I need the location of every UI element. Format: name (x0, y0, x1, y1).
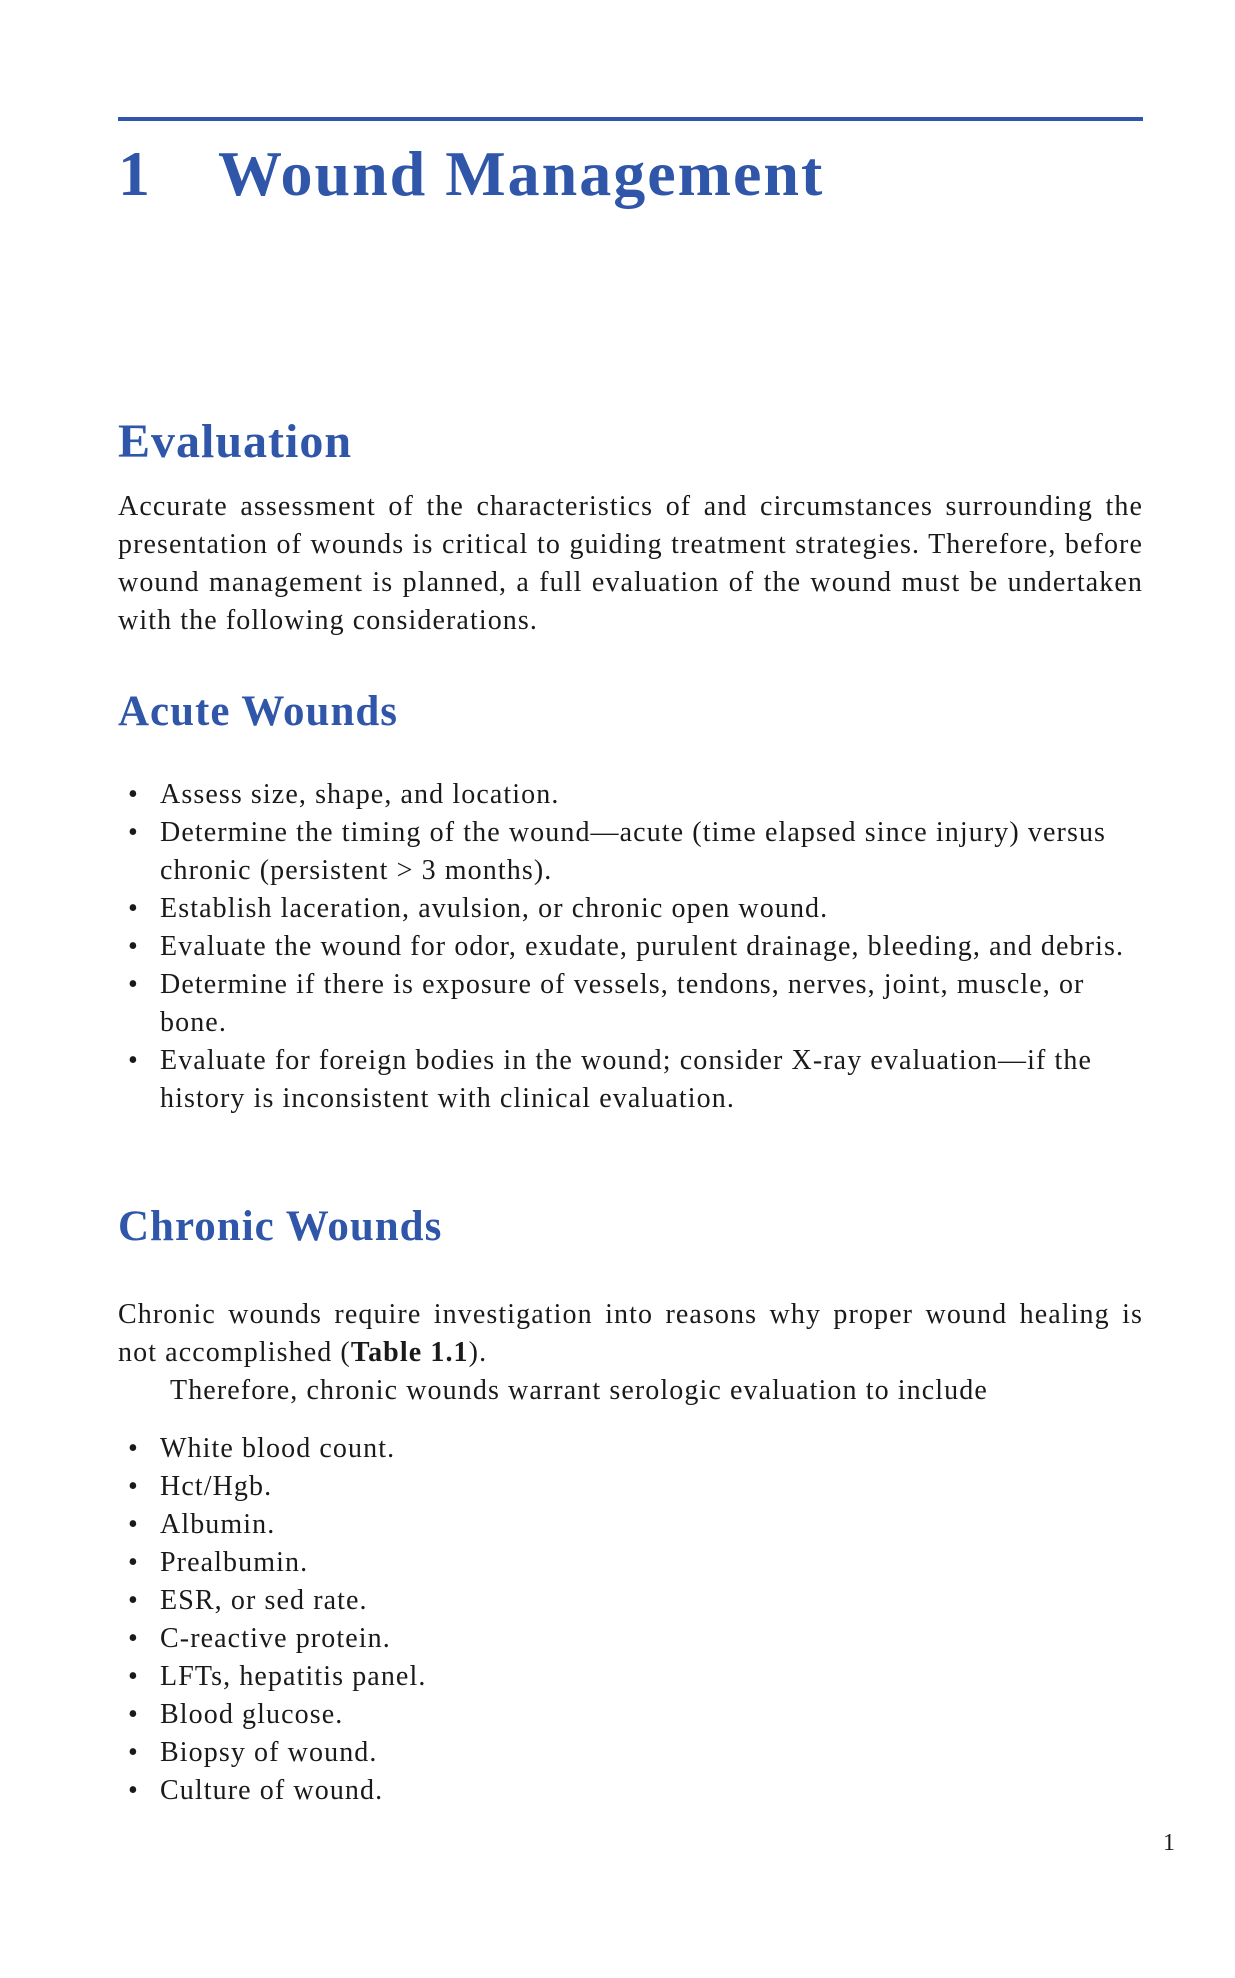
acute-wounds-list (118, 776, 1143, 1118)
list-item: • Evaluate the wound for odor, exudate, purulent drainage, bleeding, and debris. (118, 928, 1143, 966)
list-item: • ESR, or sed rate. (118, 1582, 1143, 1620)
page-number: 1 (1163, 1830, 1175, 1856)
chapter-number: 1 (118, 138, 152, 209)
list-item: • C-reactive protein. (118, 1620, 1143, 1658)
chronic-paragraph (118, 1296, 1143, 1372)
serologic-evaluation-list (118, 1430, 1143, 1810)
list-item: • Determine the timing of the wound—acute (time elapsed since injury) versus chronic (persistent > 3 months). (118, 814, 1143, 890)
list-item: • Blood glucose. (118, 1696, 1143, 1734)
list-item: • Evaluate for foreign bodies in the wound; consider X-ray evaluation—if the history is inconsistent with clinical evaluation. (118, 1042, 1143, 1118)
chronic-paragraph-end: ). (468, 1337, 488, 1368)
list-item: • LFTs, hepatitis panel. (118, 1658, 1143, 1696)
list-item: • Prealbumin. (118, 1544, 1143, 1582)
list-item: • Culture of wound. (118, 1772, 1143, 1810)
list-item: • Establish laceration, avulsion, or chronic open wound. (118, 890, 1143, 928)
book-page (118, 0, 1175, 1978)
list-item: • White blood count. (118, 1430, 1143, 1468)
evaluation-heading: Evaluation (118, 415, 353, 468)
chapter-top-rule (118, 117, 1143, 121)
list-item: • Albumin. (118, 1506, 1143, 1544)
chronic-wounds-heading: Chronic Wounds (118, 1203, 443, 1250)
chapter-title (118, 138, 825, 209)
list-item: • Assess size, shape, and location. (118, 776, 1143, 814)
chronic-paragraph-text: Chronic wounds require investigation into reasons why proper wound healing is not accomplished ( (118, 1299, 1143, 1368)
chronic-paragraph-2: Therefore, chronic wounds warrant serologic evaluation to include (170, 1375, 988, 1406)
evaluation-paragraph: Accurate assessment of the characteristics of and circumstances surrounding the presentation of wounds is critical to guiding treatment strategies. Therefore, before wound management is planned, a full evaluation of the wound must be undertaken with the following considerations. (118, 491, 1143, 636)
list-item: • Determine if there is exposure of vessels, tendons, nerves, joint, muscle, or bone. (118, 966, 1143, 1042)
list-item: • Biopsy of wound. (118, 1734, 1143, 1772)
table-reference-link: Table 1.1 (350, 1337, 469, 1368)
acute-wounds-heading: Acute Wounds (118, 688, 399, 735)
chapter-title-text: Wound Management (218, 138, 825, 209)
list-item: • Hct/Hgb. (118, 1468, 1143, 1506)
